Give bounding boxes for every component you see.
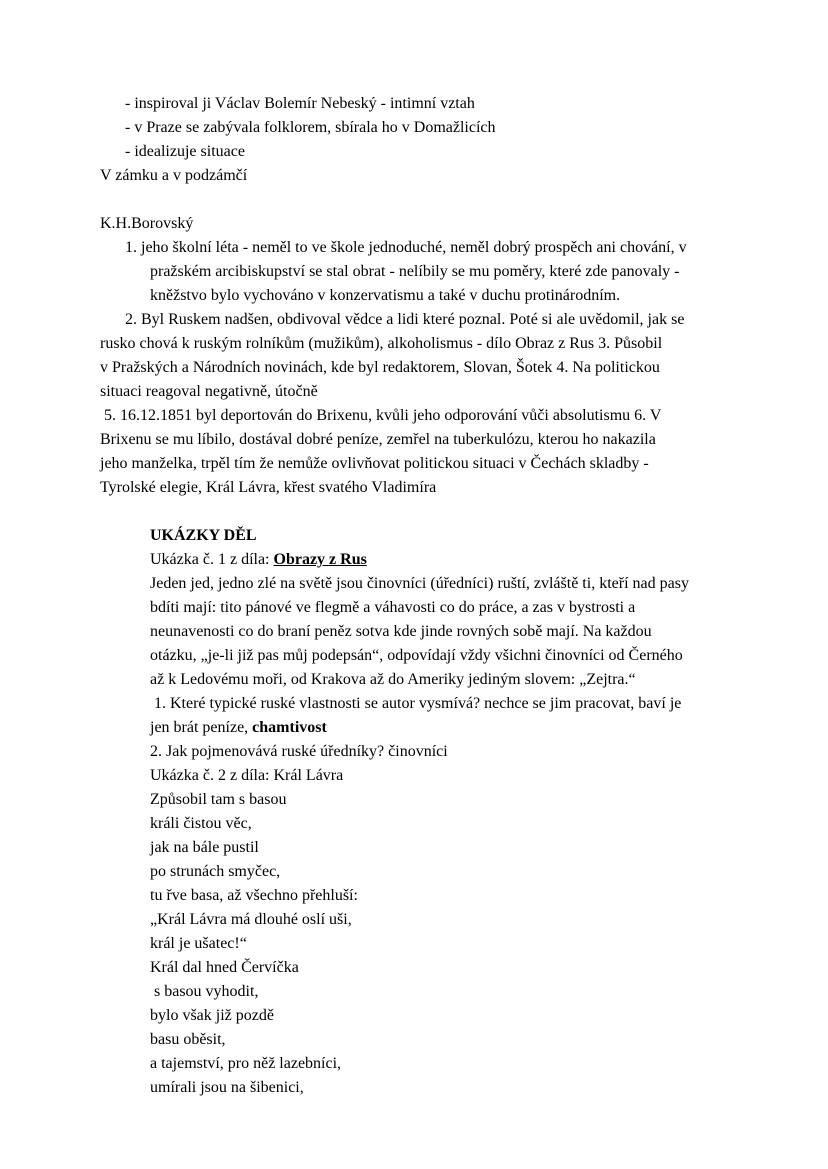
text-segment: Ukázka č. 2 z díla: Král Lávra [150, 767, 344, 784]
excerpt-label: Ukázka č. 1 z díla: [150, 551, 274, 568]
text-segment: Brixenu se mu líbilo, dostával dobré peníze, zemřel na tuberkulózu, kterou ho nakazila [100, 431, 656, 448]
bullet-line [100, 140, 732, 164]
question-line [100, 692, 732, 716]
poem-line [100, 1076, 732, 1100]
work-title: Obrazy z Rus [273, 551, 367, 568]
numbered-item [100, 404, 732, 428]
numbered-item [100, 308, 732, 332]
poem-line [100, 1052, 732, 1076]
text-segment: a tajemství, pro něž lazebníci, [150, 1055, 342, 1072]
text-segment: v Pražských a Národních novinách, kde byl redaktorem, Slovan, Šotek 4. Na politickou [100, 359, 660, 376]
text-segment: situaci reagoval negativně, útočně [100, 383, 318, 400]
text-segment: s basou vyhodit, [150, 983, 259, 1000]
text-segment: 1. Které typické ruské vlastnosti se autor vysmívá? nechce se jim pracovat, baví je [150, 695, 682, 712]
poem-line [100, 836, 732, 860]
text-line [100, 332, 732, 356]
excerpt-2-heading [100, 764, 732, 788]
text-line [100, 668, 732, 692]
text-line [100, 572, 732, 596]
text-segment: bdíti mají: tito pánové ve flegmě a váhavosti co do práce, a zas v bystrosti a [150, 599, 636, 616]
text-segment: jeho manželka, trpěl tím že nemůže ovlivňovat politickou situaci v Čechách skladby - [100, 455, 649, 472]
text-segment: jak na bále pustil [150, 839, 259, 856]
text-segment: „Král Lávra má dlouhé oslí uši, [150, 911, 352, 928]
poem-line [100, 812, 732, 836]
text-line [100, 428, 732, 452]
poem-line [100, 860, 732, 884]
text-line [100, 356, 732, 380]
text-segment: Král dal hned Červíčka [150, 959, 299, 976]
text-segment: basu oběsit, [150, 1031, 226, 1048]
blank-line [100, 500, 732, 524]
poem-line [100, 980, 732, 1004]
poem-line [100, 1028, 732, 1052]
poem-line [100, 788, 732, 812]
text-segment: - inspiroval ji Václav Bolemír Nebeský - intimní vztah [125, 95, 475, 112]
text-segment: UKÁZKY DĚL [150, 527, 257, 544]
text-line [100, 164, 732, 188]
text-line [100, 380, 732, 404]
answer-line [100, 716, 732, 740]
text-segment: rusko chová k ruským rolníkům (mužikům), alkoholismus - dílo Obraz z Rus 3. Působil [100, 335, 663, 352]
text-segment: kněžstvo bylo vychováno v konzervatismu a také v duchu protinárodním. [150, 287, 621, 304]
text-line [100, 260, 732, 284]
text-line [100, 620, 732, 644]
text-segment: tu řve basa, až všechno přehluší: [150, 887, 358, 904]
author-heading [100, 212, 732, 236]
section-heading-ukazky-del [100, 524, 732, 548]
poem-line [100, 932, 732, 956]
question-line [100, 740, 732, 764]
text-segment: pražském arcibiskupství se stal obrat - nelíbily se mu poměry, které zde panovaly - [150, 263, 680, 280]
blank-line [100, 188, 732, 212]
poem-line [100, 908, 732, 932]
emphasized-word: chamtivost [252, 719, 327, 736]
text-line [100, 476, 732, 500]
text-segment: 1. jeho školní léta - neměl to ve škole jednoduché, neměl dobrý prospěch ani chování, v [125, 239, 687, 256]
text-line [100, 596, 732, 620]
text-segment: Jeden jed, jedno zlé na světě jsou činovníci (úředníci) ruští, zvláště ti, kteří nad pasy [150, 575, 689, 592]
text-segment: umírali jsou na šibenici, [150, 1079, 304, 1096]
text-segment: po strunách smyčec, [150, 863, 281, 880]
text-segment: král je ušatec!“ [150, 935, 247, 952]
text-line [100, 284, 732, 308]
poem-line [100, 1004, 732, 1028]
text-segment: králi čistou věc, [150, 815, 252, 832]
poem-line [100, 956, 732, 980]
text-segment: až k Ledovému moři, od Krakova až do Ameriky jediným slovem: „Zejtra.“ [150, 671, 636, 688]
text-segment: V zámku a v podzámčí [100, 167, 248, 184]
text-segment: Způsobil tam s basou [150, 791, 287, 808]
text-segment: neunavenosti co do braní peněz sotva kde jinde rovných sobě mají. Na každou [150, 623, 652, 640]
text-segment: bylo však již pozdě [150, 1007, 274, 1024]
numbered-item [100, 236, 732, 260]
text-line [100, 452, 732, 476]
text-segment: otázku, „je-li již pas můj podepsán“, odpovídají vždy všichni činovníci od Černého [150, 647, 683, 664]
text-segment: jen brát peníze, [150, 719, 253, 736]
text-segment: K.H.Borovský [100, 215, 194, 232]
text-segment: 5. 16.12.1851 byl deportován do Brixenu, kvůli jeho odporování vůči absolutismu 6. V [100, 407, 662, 424]
bullet-line [100, 116, 732, 140]
text-line [100, 644, 732, 668]
text-segment: 2. Byl Ruskem nadšen, obdivoval vědce a lidi které poznal. Poté si ale uvědomil, jak se [125, 311, 685, 328]
bullet-line [100, 92, 732, 116]
poem-line [100, 884, 732, 908]
text-segment: Tyrolské elegie, Král Lávra, křest svatého Vladimíra [100, 479, 437, 496]
text-segment: 2. Jak pojmenovává ruské úředníky? činovníci [150, 743, 448, 760]
excerpt-1-heading [100, 548, 732, 572]
text-segment: - v Praze se zabývala folklorem, sbírala ho v Domažlicích [125, 119, 496, 136]
document-content [100, 92, 732, 1100]
text-segment: - idealizuje situace [125, 143, 245, 160]
